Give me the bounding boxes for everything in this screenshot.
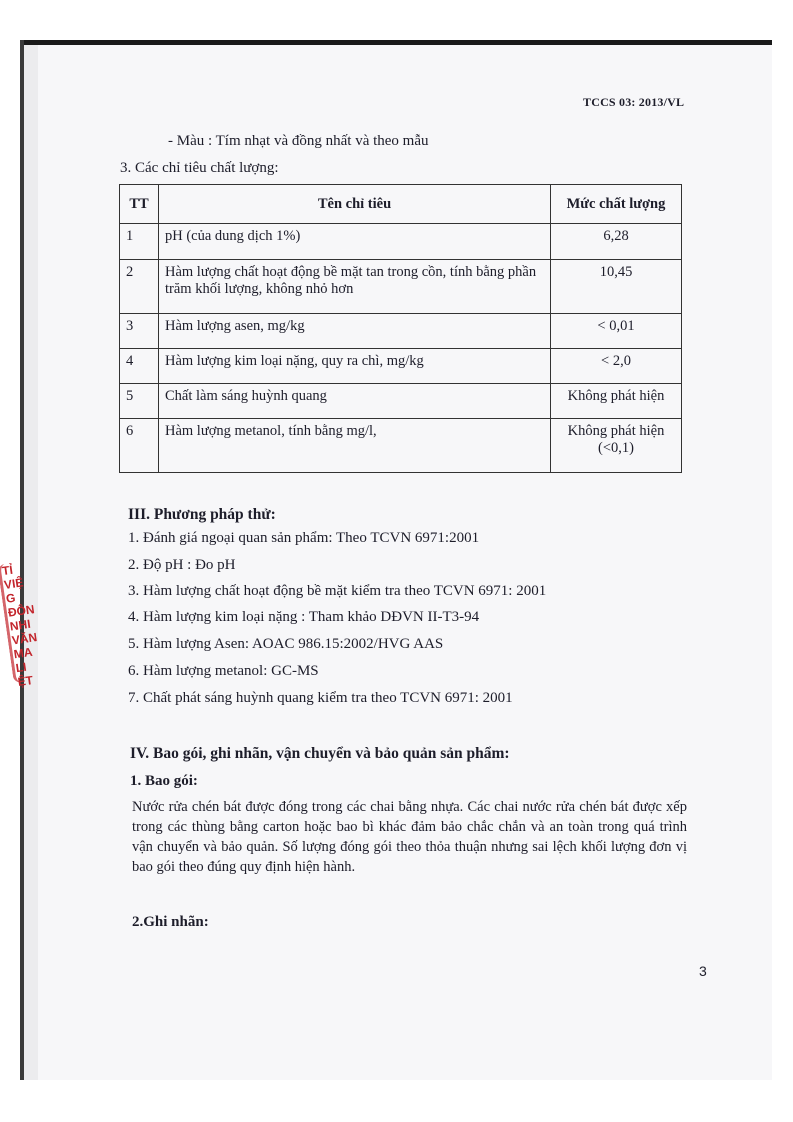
- table-row: [120, 224, 682, 260]
- header-tt: TT: [120, 185, 159, 224]
- quality-table: [119, 184, 682, 473]
- table-header-row: [120, 185, 682, 224]
- row-tt: 4: [120, 349, 159, 384]
- labeling-subtitle: 2.Ghi nhãn:: [132, 914, 209, 930]
- packaging-paragraph: Nước rửa chén bát được đóng trong các chai bằng nhựa. Các chai nước rửa chén bát được xếp trong các thùng bằng carton hoặc bao bì khác đảm bảo chắc chắn và an toàn trong quá trình vận chuyển và bảo quản. Số lượng đóng gói theo thỏa thuận nhưng sai lệch khối lượng đơn vị bao gói theo đúng quy định hiện hành.: [132, 799, 687, 875]
- method-item-3: 3. Hàm lượng chất hoạt động bề mặt kiểm tra theo TCVN 6971: 2001: [128, 583, 547, 599]
- row-tt: 5: [120, 384, 159, 419]
- document-code: TCCS 03: 2013/VL: [583, 95, 685, 109]
- row-name: Hàm lượng chất hoạt động bề mặt tan trong cồn, tính bằng phần trăm khối lượng, không nhỏ hơn: [159, 260, 551, 314]
- stamp-text: LI: [14, 659, 28, 676]
- methods-title: III. Phương pháp thử:: [128, 506, 276, 523]
- header-value: Mức chất lượng: [551, 185, 682, 224]
- method-item-4: 4. Hàm lượng kim loại nặng : Tham khảo DĐVN II-T3-94: [128, 609, 480, 625]
- stamp-text: VĂN: [10, 630, 38, 648]
- row-name: Chất làm sáng huỳnh quang: [159, 384, 551, 419]
- packaging-title: IV. Bao gói, ghi nhãn, vận chuyển và bảo quản sản phẩm:: [130, 745, 510, 762]
- stamp-text: ĐÔN: [7, 602, 36, 620]
- row-tt: 1: [120, 224, 159, 260]
- row-tt: 6: [120, 419, 159, 473]
- table-row: [120, 349, 682, 384]
- method-item-2: 2. Độ pH : Đo pH: [128, 557, 236, 573]
- method-item-6: 6. Hàm lượng metanol: GC-MS: [128, 663, 319, 679]
- stamp-text: TỈ: [1, 562, 14, 579]
- packaging-subtitle-1: 1. Bao gói:: [130, 773, 198, 789]
- row-tt: 2: [120, 260, 159, 314]
- table-row: [120, 260, 682, 314]
- color-spec-line: - Màu : Tím nhạt và đồng nhất và theo mẫu: [168, 133, 429, 149]
- page-number: 3: [699, 963, 707, 979]
- table-row: [120, 419, 682, 473]
- row-value: 10,45: [551, 260, 682, 314]
- method-item-5: 5. Hàm lượng Asen: AOAC 986.15:2002/HVG AAS: [128, 636, 444, 652]
- table-row: [120, 314, 682, 349]
- method-item-7: 7. Chất phát sáng huỳnh quang kiểm tra theo TCVN 6971: 2001: [128, 690, 513, 706]
- method-item-1: 1. Đánh giá ngoại quan sản phẩm: Theo TCVN 6971:2001: [128, 530, 480, 546]
- section-3-title: 3. Các chỉ tiêu chất lượng:: [120, 160, 279, 176]
- row-name: Hàm lượng asen, mg/kg: [159, 314, 551, 349]
- row-value: Không phát hiện: [551, 384, 682, 419]
- row-tt: 3: [120, 314, 159, 349]
- row-value: < 2,0: [551, 349, 682, 384]
- stamp-text: G: [5, 590, 17, 606]
- stamp-text: NHI: [9, 616, 32, 634]
- stamp-text: MA: [12, 644, 34, 662]
- row-name: Hàm lượng kim loại nặng, quy ra chì, mg/kg: [159, 349, 551, 384]
- row-value: < 0,01: [551, 314, 682, 349]
- row-value: 6,28: [551, 224, 682, 260]
- row-name: Hàm lượng metanol, tính bằng mg/l,: [159, 419, 551, 473]
- stamp-text: VIỆ: [3, 575, 25, 592]
- table-row: [120, 384, 682, 419]
- row-value: Không phát hiện (<0,1): [551, 419, 682, 473]
- header-name: Tên chỉ tiêu: [159, 185, 551, 224]
- stamp-text: ỆT: [16, 673, 34, 690]
- row-name: pH (của dung dịch 1%): [159, 224, 551, 260]
